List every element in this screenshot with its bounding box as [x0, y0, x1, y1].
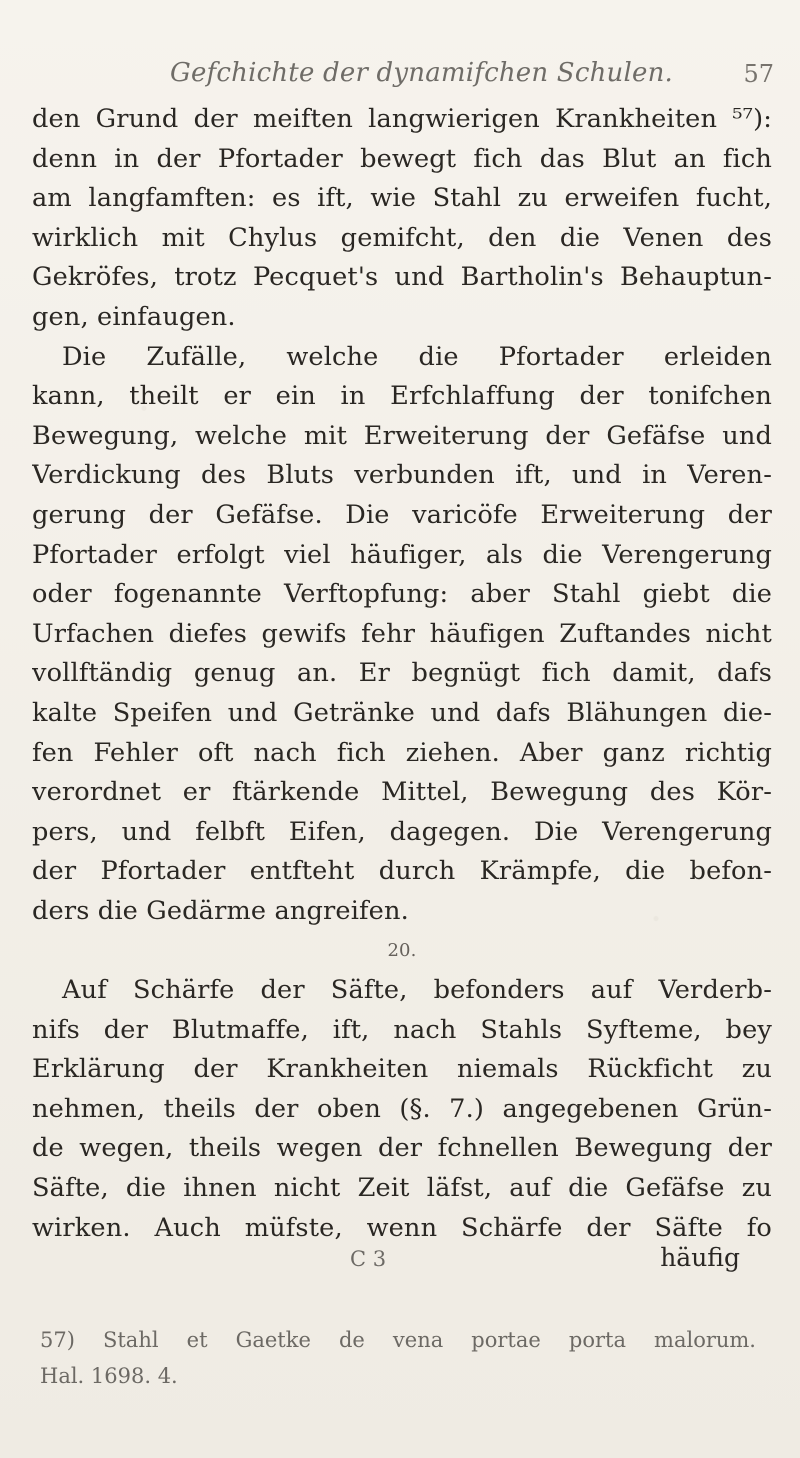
- text-line: Verdickung des Bluts verbunden ift, und in Veren-: [32, 460, 772, 491]
- page-number: 57: [743, 60, 774, 88]
- text-line: kalte Speifen und Getränke und dafs Blähungen die-: [32, 697, 772, 728]
- text-line: Erklärung der Krankheiten niemals Rückficht zu: [32, 1054, 772, 1085]
- text-line: denn in der Pfortader bewegt fich das Blut an fich: [32, 143, 772, 174]
- footnote: [40, 1322, 756, 1394]
- main-text: [32, 100, 772, 1248]
- text-line: Gekröfes, trotz Pecquet's und Bartholin's Behauptun-: [32, 262, 772, 293]
- text-line: wirklich mit Chylus gemifcht, den die Venen des: [32, 222, 772, 253]
- paragraph-start: Auf Schärfe der Säfte, befonders auf Verderb-: [62, 975, 772, 1006]
- text-line: den Grund der meiften langwierigen Krankheiten ⁵⁷):: [32, 104, 772, 134]
- text-line: nehmen, theils der oben (§. 7.) angegebenen Grün-: [32, 1093, 772, 1124]
- text-line: verordnet er ftärkende Mittel, Bewegung des Kör-: [32, 777, 772, 808]
- text-line: Bewegung, welche mit Erweiterung der Gefäfse und: [32, 420, 772, 451]
- text-line: am langfamften: es ift, wie Stahl zu erweifen fucht,: [32, 183, 772, 214]
- text-line: fen Fehler oft nach fich ziehen. Aber ganz richtig: [32, 737, 772, 768]
- catchword: häufig: [660, 1243, 740, 1272]
- text-line: der Pfortader entfteht durch Krämpfe, die befon-: [32, 856, 772, 887]
- text-line: Urfachen diefes gewifs fehr häufigen Zuftandes nicht: [32, 618, 772, 649]
- text-line: pers, und felbft Eifen, dagegen. Die Verengerung: [32, 816, 772, 847]
- paragraph-start: Die Zufälle, welche die Pfortader erleiden: [62, 341, 772, 372]
- text-line: gerung der Gefäfse. Die varicöfe Erweiterung der: [32, 499, 772, 530]
- signature-mark: C 3: [350, 1247, 387, 1271]
- text-line: Säfte, die ihnen nicht Zeit läfst, auf die Gefäfse zu: [32, 1173, 772, 1204]
- text-line: wirken. Auch müfste, wenn Schärfe der Säfte fo: [32, 1212, 772, 1243]
- text-line: oder fogenannte Verftopfung: aber Stahl giebt die: [32, 579, 772, 610]
- footnote-line: Hal. 1698. 4.: [40, 1364, 178, 1388]
- text-line: gen, einfaugen.: [32, 301, 236, 332]
- footnote-line: 57) Stahl et Gaetke de vena portae porta malorum.: [40, 1328, 756, 1352]
- text-line: de wegen, theils wegen der fchnellen Bewegung der: [32, 1133, 772, 1164]
- text-line: ders die Gedärme angreifen.: [32, 895, 409, 926]
- text-line: kann, theilt er ein in Erfchlaffung der tonifchen: [32, 381, 772, 412]
- section-number: 20.: [387, 940, 417, 962]
- text-line: nifs der Blutmaffe, ift, nach Stahls Syfteme, bey: [32, 1014, 772, 1045]
- text-line: Pfortader erfolgt viel häufiger, als die Verengerung: [32, 539, 772, 570]
- text-line: vollftändig genug an. Er begnügt fich damit, dafs: [32, 658, 772, 689]
- running-title: Gefchichte der dynamifchen Schulen.: [170, 58, 673, 88]
- page-footer-line: [350, 1238, 770, 1280]
